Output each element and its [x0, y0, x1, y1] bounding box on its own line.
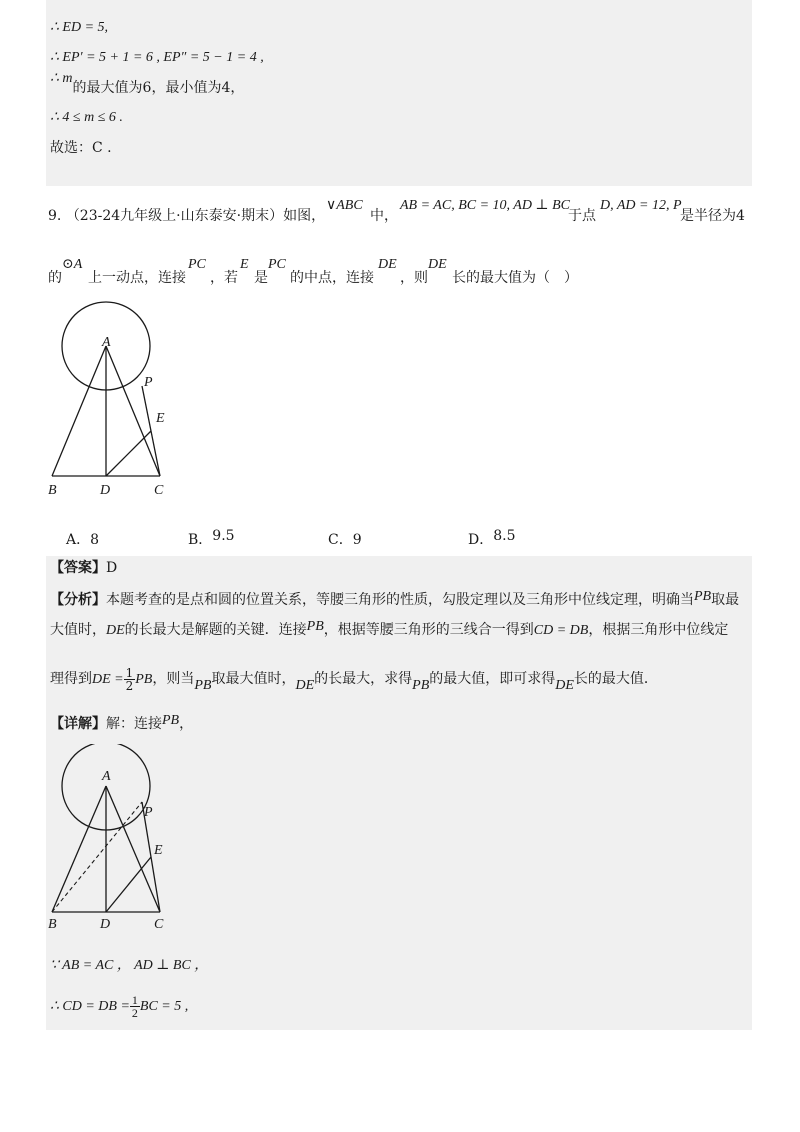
analysis-de-2: DE: [106, 623, 125, 638]
analysis-text-3f: 长的最大值．: [573, 671, 658, 687]
label-c: C: [154, 483, 164, 498]
fraction-half: [124, 667, 136, 692]
analysis-text-3b: ，则当: [152, 671, 195, 687]
option-b-value: 9.5: [212, 528, 235, 544]
analysis-line-2: [50, 620, 728, 641]
segment-ac: [106, 346, 160, 476]
condition-2: D, AD = 12, P: [600, 198, 682, 213]
answer-tag: 【答案】: [50, 560, 106, 576]
previous-solution-block: [46, 0, 752, 186]
analysis-pb-2: PB: [306, 619, 324, 634]
solution-line-5: 故选：C .: [50, 140, 112, 156]
label-b: B: [48, 483, 57, 498]
text-ruo: ，若: [210, 270, 238, 286]
analysis-text-2c: ，根据等腰三角形的三线合一得到: [323, 622, 534, 638]
text-ask: 长的最大值为（ ）: [452, 270, 578, 286]
analysis-de-3b: DE: [555, 678, 574, 693]
fraction-denominator: 2: [125, 678, 134, 693]
analysis-pb-1: PB: [694, 589, 712, 604]
segment-ab-2: [52, 786, 106, 912]
label-a-2: A: [102, 769, 111, 784]
label-e-2: E: [154, 843, 163, 858]
analysis-eq-2: CD = DB: [533, 623, 589, 638]
segment-de-line: [106, 431, 151, 476]
detail-step-2b: BC = 5 ,: [139, 999, 189, 1014]
circle-a: ⊙A: [62, 257, 83, 272]
text-moving-point: 上一动点，连接: [88, 270, 186, 286]
label-b-2: B: [48, 917, 57, 932]
analysis-text-1b: 取最: [711, 592, 740, 608]
segment-de-2: DE: [428, 257, 447, 272]
detail-line: [50, 714, 193, 735]
detail-step-1: ∵ AB = AC ， AD ⊥ BC ，: [50, 958, 209, 973]
point-e: E: [240, 257, 249, 272]
detail-step-2a: ∴ CD = DB =: [50, 999, 130, 1014]
fraction-half-2: [130, 994, 140, 1019]
analysis-eq-3: DE =: [92, 672, 124, 687]
question-line-2: 的: [48, 270, 62, 286]
option-a[interactable]: [66, 530, 99, 550]
analysis-de-3: DE: [295, 678, 315, 693]
label-p-2: P: [144, 805, 153, 820]
analysis-tag: 【分析】: [50, 592, 106, 608]
text-ze: ，则: [400, 270, 428, 286]
fraction-numerator: 1: [125, 665, 134, 680]
answer-line: [50, 558, 117, 578]
analysis-text-2a: 大值时，: [50, 622, 106, 638]
triangle-name: ∨ABC: [326, 198, 363, 213]
analysis-text-1a: 本题考查的是点和圆的位置关系，等腰三角形的性质，勾股定理以及三角形中位线定理，明确当: [106, 592, 694, 608]
label-c-2: C: [154, 917, 164, 932]
segment-pc-2: PC: [268, 257, 286, 272]
question-figure: [40, 300, 180, 500]
text-zhong: 中，: [370, 208, 398, 224]
variable-m: ∴ m: [50, 71, 73, 86]
analysis-line-3: [50, 664, 658, 695]
option-a-label: A．: [66, 532, 91, 548]
option-c[interactable]: [328, 530, 362, 550]
label-d-2: D: [100, 917, 111, 932]
analysis-text-2d: ，根据三角形中位线定: [588, 622, 729, 638]
analysis-pb-3: PB: [135, 672, 153, 687]
answer-block: [46, 556, 752, 1030]
text-yudian: 于点: [568, 208, 596, 224]
solution-figure: [46, 744, 186, 934]
detail-tag: 【详解】: [50, 716, 106, 732]
question-source: （23-24九年级上·山东泰安·期末）如图，: [65, 208, 326, 224]
segment-de-line-2: [106, 857, 151, 912]
option-d[interactable]: [468, 530, 516, 550]
segment-pb-dashed: [52, 802, 142, 912]
text-midpoint: 的中点，连接: [290, 270, 374, 286]
question-line-1: [48, 206, 325, 226]
fraction-numerator-2: 1: [131, 993, 138, 1008]
detail-text: 解：连接: [106, 716, 162, 732]
solution-line-3: [50, 71, 245, 99]
answer-value: D: [106, 560, 118, 576]
condition-1: AB = AC, BC = 10, AD ⊥ BC: [400, 198, 570, 213]
question-number: 9.: [48, 208, 62, 224]
label-d: D: [100, 483, 111, 498]
text-radius: 是半径为4: [680, 208, 745, 224]
fraction-denominator-2: 2: [131, 1006, 138, 1021]
segment-ab: [52, 346, 106, 476]
label-a: A: [102, 335, 111, 350]
analysis-pb-3c: PB: [412, 678, 430, 693]
analysis-text-3e: 的最大值，即可求得: [429, 671, 556, 687]
solution-line-3-text: 的最大值为6，最小值为4，: [72, 80, 245, 96]
option-d-value: 8.5: [493, 528, 516, 544]
solution-line-2: ∴ EP′ = 5 + 1 = 6 , EP″ = 5 − 1 = 4 ,: [50, 50, 264, 65]
text-shi: 是: [254, 270, 268, 286]
option-b-label: B．: [188, 532, 213, 548]
option-d-label: D．: [468, 532, 494, 548]
analysis-pb-3b: PB: [194, 678, 212, 693]
label-e: E: [156, 411, 165, 426]
solution-line-1: ∴ ED = 5,: [50, 20, 109, 35]
analysis-text-2b: 的长最大是解题的关键．连接: [124, 622, 307, 638]
option-c-label: C．: [328, 532, 353, 548]
option-b[interactable]: [188, 530, 235, 550]
analysis-text-3d: 的长最大，求得: [314, 671, 413, 687]
segment-de: DE: [378, 257, 397, 272]
option-a-value: 8: [90, 532, 100, 548]
segment-pc: PC: [188, 257, 206, 272]
solution-line-4: ∴ 4 ≤ m ≤ 6 .: [50, 110, 123, 125]
analysis-line-1: [50, 590, 739, 611]
label-p: P: [144, 375, 153, 390]
detail-step-2: [50, 992, 188, 1022]
option-c-value: 9: [352, 532, 362, 548]
detail-comma: ，: [179, 716, 194, 732]
analysis-text-3a: 理得到: [50, 671, 92, 687]
detail-pb: PB: [162, 713, 180, 728]
analysis-text-3c: 取最大值时，: [211, 671, 296, 687]
